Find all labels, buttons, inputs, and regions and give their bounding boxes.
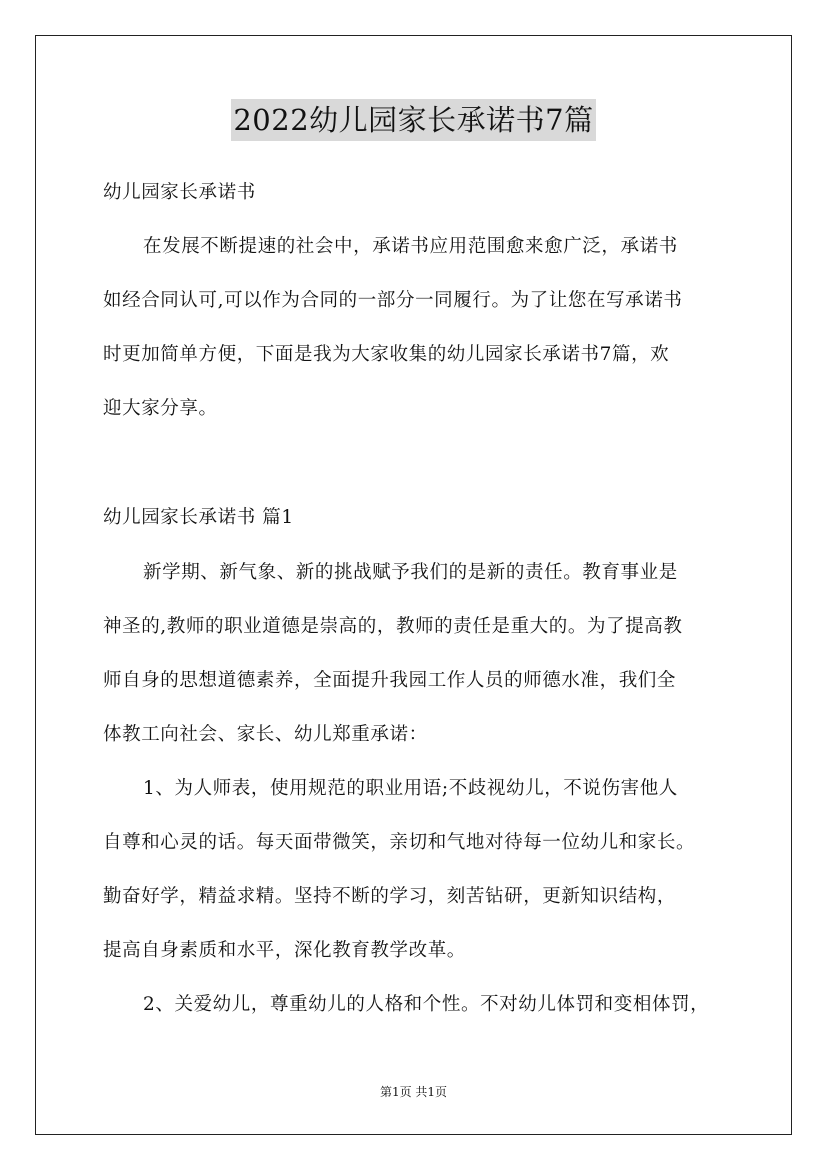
- paragraph-line: 体教工向社会、家长、幼儿郑重承诺：: [103, 724, 428, 745]
- section-heading: 幼儿园家长承诺书 篇1: [103, 507, 294, 528]
- title-container: [0, 99, 827, 141]
- paragraph-line: 迎大家分享。: [103, 398, 218, 419]
- paragraph-line: 1、为人师表，使用规范的职业用语;不歧视幼儿，不说伤害他人: [143, 778, 678, 799]
- paragraph-line: 自尊和心灵的话。每天面带微笑，亲切和气地对待每一位幼儿和家长。: [103, 832, 696, 853]
- paragraph-line: 师自身的思想道德素养，全面提升我园工作人员的师德水准，我们全: [103, 670, 677, 691]
- paragraph-line: 在发展不断提速的社会中，承诺书应用范围愈来愈广泛，承诺书: [143, 236, 678, 257]
- paragraph-line: 2、关爱幼儿，尊重幼儿的人格和个性。不对幼儿体罚和变相体罚，: [143, 994, 710, 1015]
- document-title: 2022幼儿园家长承诺书7篇: [231, 99, 595, 141]
- page-number: 第1页 共1页: [379, 1085, 448, 1099]
- paragraph-line: 新学期、新气象、新的挑战赋予我们的是新的责任。教育事业是: [143, 562, 678, 583]
- section-heading: 幼儿园家长承诺书: [103, 182, 256, 203]
- paragraph-line: 如经合同认可,可以作为合同的一部分一同履行。为了让您在写承诺书: [103, 290, 683, 311]
- paragraph-line: 提高自身素质和水平，深化教育教学改革。: [103, 940, 466, 961]
- paragraph-line: 时更加简单方便，下面是我为大家收集的幼儿园家长承诺书7篇，欢: [103, 344, 670, 365]
- paragraph-line: 神圣的,教师的职业道德是崇高的，教师的责任是重大的。为了提高教: [103, 616, 683, 637]
- paragraph-line: 勤奋好学，精益求精。坚持不断的学习，刻苦钻研，更新知识结构，: [103, 886, 677, 907]
